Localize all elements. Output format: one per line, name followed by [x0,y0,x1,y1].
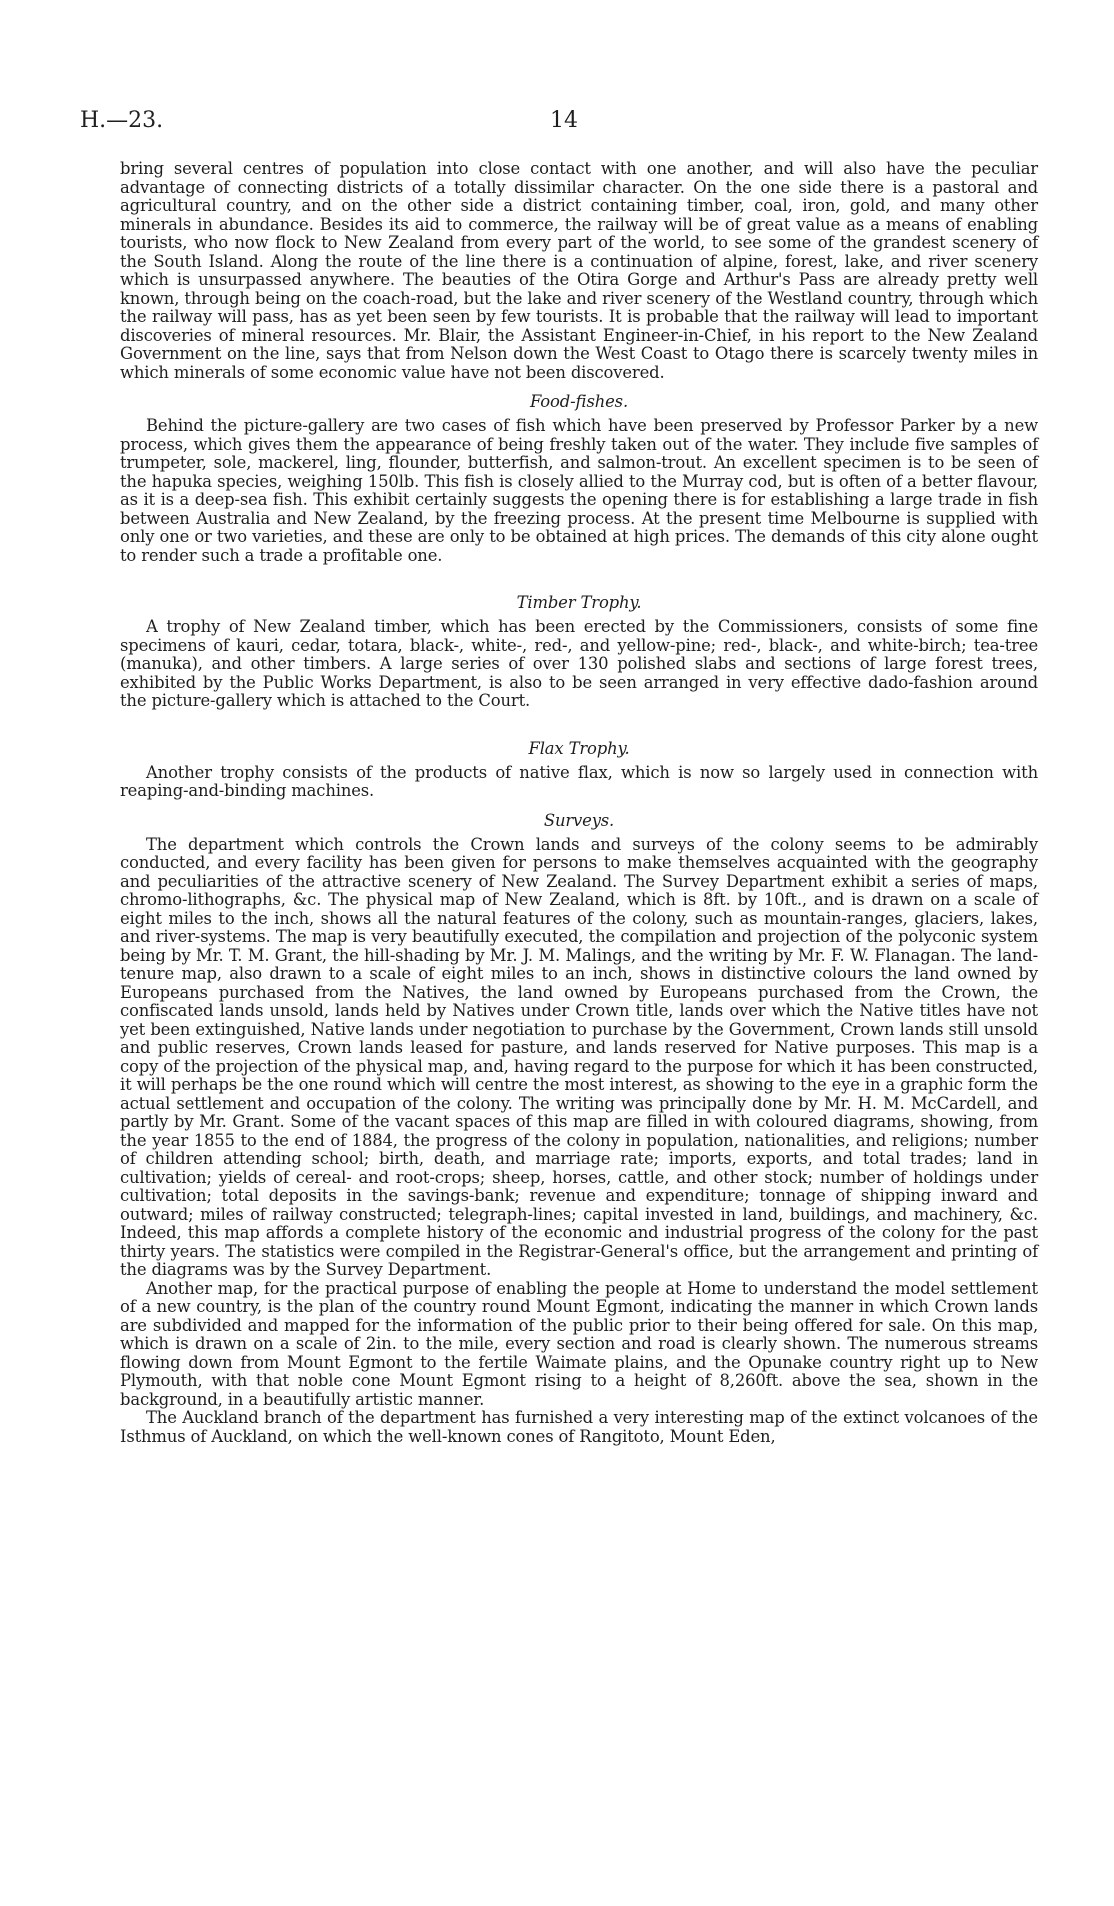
report-reference: H.—23. [80,108,164,133]
heading-flax-trophy: Flax Trophy. [528,738,630,758]
page-number: 14 [550,108,578,133]
food-fishes-paragraph: Behind the picture-gallery are two cases of fish which have been preserved by Professor Parker by a new process, which gives them the appearance of being freshly taken out of the water. They include five samples of trumpeter, sole, mackerel, ling, flounder, butterfish, and salmon-trout. An excellent specimen is to be seen of the hapuka species, weighing 150lb. This fish is closely allied to the Murray cod, but is often of a better flavour, as it is a deep-sea fish. This exhibit certainly suggests the opening there is for establishing a large trade in fish between Australia and New Zealand, by the freezing process. At the present time Melbourne is supplied with only one or two varieties, and these are only to be obtained at high prices. The demands of this city alone ought to render such a trade a profitable one. [120,416,1038,565]
surveys-paragraph-1: The department which controls the Crown lands and surveys of the colony seems to be admirably conducted, and every facility has been given for persons to make themselves acquainted with the geography and peculiarities of the attractive scenery of New Zealand. The Survey Department exhibit a series of maps, chromo-lithographs, &c. The physical map of New Zealand, which is 8ft. by 10ft., and is drawn on a scale of eight miles to the inch, shows all the natural features of the colony, such as mountain-ranges, glaciers, lakes, and river-systems. The map is very beautifully executed, the compilation and projection of the polyconic system being by Mr. T. M. Grant, the hill-shading by Mr. J. M. Malings, and the writing by Mr. F. W. Flanagan. The land-tenure map, also drawn to a scale of eight miles to an inch, shows in distinctive colours the land owned by Europeans purchased from the Natives, the land owned by Europeans purchased from the Crown, the confiscated lands unsold, lands held by Natives under Crown title, lands over which the Native titles have not yet been extinguished, Native lands under negotiation to purchase by the Government, Crown lands still unsold and public reserves, Crown lands leased for pasture, and lands reserved for Native purposes. This map is a copy of the projection of the physical map, and, having regard to the purpose for which it has been constructed, it will perhaps be the one round which will centre the most interest, as showing to the eye in a graphic form the actual settlement and occupation of the colony. The writing was principally done by Mr. H. M. McCardell, and partly by Mr. Grant. Some of the vacant spaces of this map are filled in with coloured diagrams, showing, from the year 1855 to the end of 1884, the progress of the colony in population, nationalities, and religions; number of children attending school; birth, death, and marriage rate; imports, exports, and total trades; land in cultivation; yields of cereal- and root-crops; sheep, horses, cattle, and other stock; number of holdings under cultivation; total deposits in the savings-bank; revenue and expenditure; tonnage of shipping inward and outward; miles of railway constructed; telegraph-lines; capital invested in land, buildings, and machinery, &c. Indeed, this map affords a complete history of the economic and industrial progress of the colony for the past thirty years. The statistics were compiled in the Registrar-General's office, but the arrangement and printing of the diagrams was by the Survey Department. [120,834,1038,1279]
heading-food-fishes: Food-fishes. [529,392,629,411]
intro-paragraph: bring several centres of population into close contact with one another, and will also have the peculiar advantage of connecting districts of a totally dissimilar character. On the one side there is a pastoral and agricultural country, and on the other side a district containing timber, coal, iron, gold, and many other minerals in abundance. Besides its aid to commerce, the railway will be of great value as a means of enabling tourists, who now flock to New Zealand from every part of the world, to see some of the grandest scenery of the South Island. Along the route of the line there is a continuation of alpine, forest, lake, and river scenery which is unsurpassed anywhere. The beauties of the Otira Gorge and Arthur's Pass are already pretty well known, through being on the coach-road, but the lake and river scenery of the Westland country, through which the railway will pass, has as yet been seen by few tourists. It is probable that the railway will lead to important discoveries of mineral resources. Mr. Blair, the Assistant Engineer-in-Chief, in his report to the New Zealand Government on the line, says that from Nelson down the West Coast to Otago there is scarcely twenty miles in which minerals of some economic value have not been discovered. [120,159,1038,382]
timber-trophy-paragraph: A trophy of New Zealand timber, which has been erected by the Commissioners, consists of some fine specimens of kauri, cedar, totara, black-, white-, red-, and yellow-pine; red-, black-, and white-birch; tea-tree (manuka), and other timbers. A large series of over 130 polished slabs and sections of large forest trees, exhibited by the Public Works Department, is also to be seen arranged in very effective dado-fashion around the picture-gallery which is attached to the Court. [120,617,1038,710]
surveys-paragraph-2: Another map, for the practical purpose of enabling the people at Home to understand the model settlement of a new country, is the plan of the country round Mount Egmont, indicating the manner in which Crown lands are subdivided and mapped for the information of the public prior to their being offered for sale. On this map, which is drawn on a scale of 2in. to the mile, every section and road is clearly shown. The numerous streams flowing down from Mount Egmont to the fertile Waimate plains, and the Opunake country right up to New Plymouth, with that noble cone Mount Egmont rising to a height of 8,260ft. above the sea, shown in the background, in a beautifully artistic manner. [120,1278,1038,1409]
page-header [80,108,1040,140]
page-body [120,160,1038,1446]
heading-timber-trophy: Timber Trophy. [516,593,642,612]
flax-trophy-paragraph: Another trophy consists of the products of native flax, which is now so largely used in connection with reaping-and-binding machines. [120,762,1038,800]
heading-surveys: Surveys. [543,810,615,830]
surveys-paragraph-3: The Auckland branch of the department has furnished a very interesting map of the extinct volcanoes of the Isthmus of Auckland, on which the well-known cones of Rangitoto, Mount Eden, [120,1408,1038,1446]
